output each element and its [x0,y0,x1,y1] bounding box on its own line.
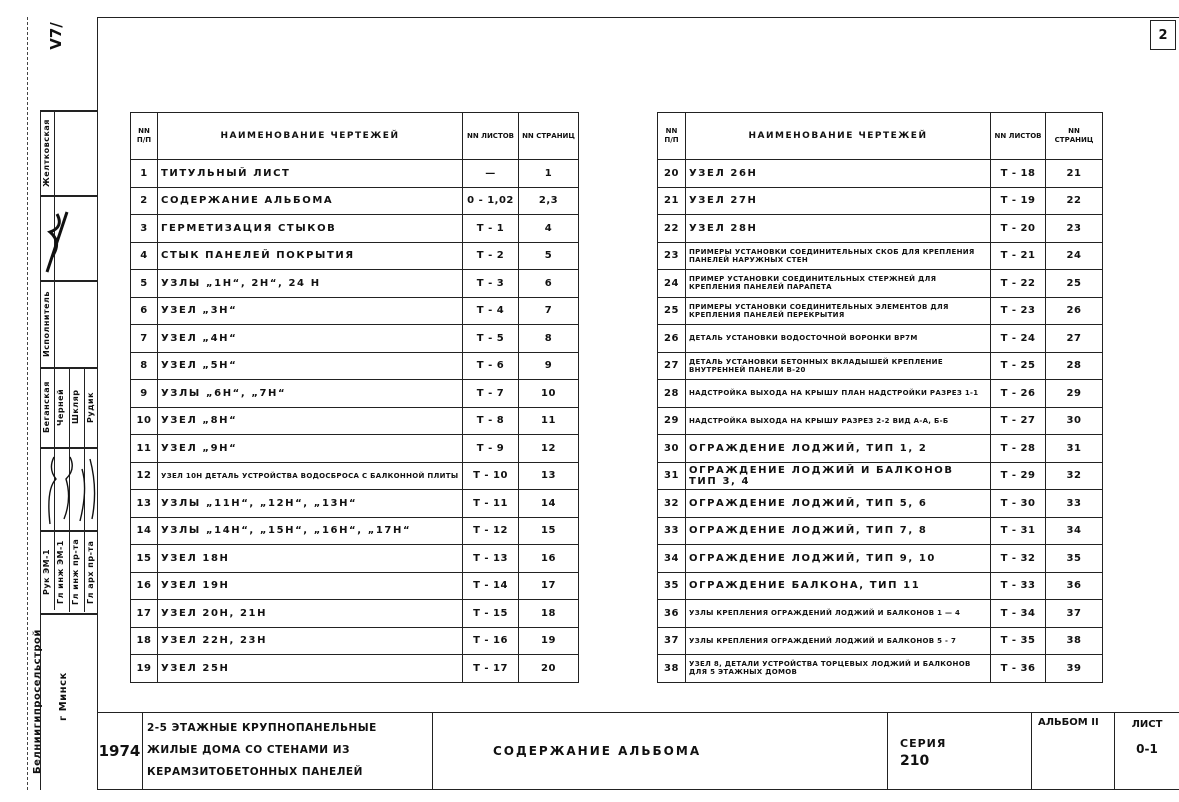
drawing-name: ДЕТАЛЬ УСТАНОВКИ БЕТОННЫХ ВКЛАДЫШЕЙ КРЕПЛЕНИЕ ВНУТРЕННЕЙ ПАНЕЛИ В-20 [686,352,991,380]
side-stamp [27,17,98,790]
row-number: 15 [131,545,158,573]
table-row [658,242,1103,270]
drawing-name: УЗЕЛ 28Н [686,215,991,243]
row-number: 22 [658,215,686,243]
header-pages: NN СТРАНИЦ [519,113,579,160]
page-number: 18 [519,600,579,628]
page-number: 19 [519,627,579,655]
row-number: 37 [658,627,686,655]
row-number: 38 [658,655,686,683]
sheet-number: Т - 32 [991,545,1046,573]
sheet-number: Т - 6 [463,352,519,380]
table-row [131,435,579,463]
row-number: 30 [658,435,686,463]
role-1: Гл инж ЭМ-1 [56,540,65,604]
table-row [658,325,1103,353]
drawing-name: УЗЕЛ 8, ДЕТАЛИ УСТРОЙСТВА ТОРЦЕВЫХ ЛОДЖИЙ И БАЛКОНОВ ДЛЯ 5 ЭТАЖНЫХ ДОМОВ [686,655,991,683]
sheet-number: Т - 9 [463,435,519,463]
sheet-number: Т - 12 [463,517,519,545]
row-number: 21 [658,187,686,215]
row-number: 34 [658,545,686,573]
sheet-number: Т - 36 [991,655,1046,683]
page-number: 15 [519,517,579,545]
page-number: 39 [1046,655,1103,683]
header-name: НАИМЕНОВАНИЕ ЧЕРТЕЖЕЙ [686,113,991,160]
drawing-name: УЗЕЛ „3Н“ [158,297,463,325]
page-number: 25 [1046,270,1103,298]
page-number: 32 [1046,462,1103,490]
drawing-name: УЗЛЫ КРЕПЛЕНИЯ ОГРАЖДЕНИЙ ЛОДЖИЙ И БАЛКОНОВ 5 - 7 [686,627,991,655]
table-row [658,462,1103,490]
row-number: 6 [131,297,158,325]
sheet-value: 0-1 [1136,742,1158,756]
drawing-name: УЗЕЛ „5Н“ [158,352,463,380]
drawing-name: УЗЛЫ „1Н“, 2Н“, 24 Н [158,270,463,298]
page-number: 1 [519,160,579,188]
drawing-name: УЗЕЛ 22Н, 23Н [158,627,463,655]
table-row [131,655,579,683]
page-number: 38 [1046,627,1103,655]
drawing-name: ОГРАЖДЕНИЕ ЛОДЖИЙ, ТИП 1, 2 [686,435,991,463]
name-0: Беганская [42,381,51,433]
table-row [131,490,579,518]
table-row [658,352,1103,380]
drawing-name: ДЕТАЛЬ УСТАНОВКИ ВОДОСТОЧНОЙ ВОРОНКИ ВР7М [686,325,991,353]
page-number: 36 [1046,572,1103,600]
sheet-number: 0 - 1,02 [463,187,519,215]
page-number: 13 [519,462,579,490]
row-number: 4 [131,242,158,270]
row-number: 3 [131,215,158,243]
table-row [131,517,579,545]
row-number: 31 [658,462,686,490]
table-row [658,600,1103,628]
contents-table-right [657,112,1103,683]
page-number: 5 [519,242,579,270]
sheet-number: Т - 17 [463,655,519,683]
drawing-name: ОГРАЖДЕНИЕ ЛОДЖИЙ И БАЛКОНОВ ТИП 3, 4 [686,462,991,490]
row-number: 18 [131,627,158,655]
sheet-number: Т - 27 [991,407,1046,435]
sheet-number: Т - 23 [991,297,1046,325]
drawing-name: ПРИМЕР УСТАНОВКИ СОЕДИНИТЕЛЬНЫХ СТЕРЖНЕЙ ДЛЯ КРЕПЛЕНИЯ ПАНЕЛЕЙ ПАРАПЕТА [686,270,991,298]
sheet-number: Т - 4 [463,297,519,325]
drawing-name: УЗЛЫ „11Н“, „12Н“, „13Н“ [158,490,463,518]
page-number: 37 [1046,600,1103,628]
city: г Минск [58,672,69,722]
drawing-name: ОГРАЖДЕНИЕ ЛОДЖИЙ, ТИП 7, 8 [686,517,991,545]
page-number: 23 [1046,215,1103,243]
executor-signature [42,202,72,277]
row-number: 36 [658,600,686,628]
table-row [658,297,1103,325]
sheet-title: СОДЕРЖАНИЕ АЛЬБОМА [433,713,888,789]
executor-name: Желтковская [42,119,51,187]
page-number: 6 [519,270,579,298]
drawing-name: УЗЛЫ „6Н“, „7Н“ [158,380,463,408]
series-cell [888,713,1032,789]
row-number: 5 [131,270,158,298]
drawing-name: ОГРАЖДЕНИЕ БАЛКОНА, ТИП 11 [686,572,991,600]
row-number: 10 [131,407,158,435]
header-sheets: NN ЛИСТОВ [463,113,519,160]
drawing-name: ОГРАЖДЕНИЕ ЛОДЖИЙ, ТИП 9, 10 [686,545,991,573]
title-block [97,712,1179,790]
page-number: 10 [519,380,579,408]
sheet-number: Т - 15 [463,600,519,628]
table-row [131,407,579,435]
header-no: NN П/П [131,113,158,160]
page-number: 14 [519,490,579,518]
project-description: 2-5 ЭТАЖНЫЕ КРУПНОПАНЕЛЬНЫЕ ЖИЛЫЕ ДОМА СО СТЕНАМИ ИЗ КЕРАМЗИТОБЕТОННЫХ ПАНЕЛЕЙ [143,713,433,789]
page-number: 8 [519,325,579,353]
page-number: 24 [1046,242,1103,270]
page-number: 21 [1046,160,1103,188]
drawing-name: УЗЛЫ КРЕПЛЕНИЯ ОГРАЖДЕНИЙ ЛОДЖИЙ И БАЛКОНОВ 1 — 4 [686,600,991,628]
name-1: Черней [56,388,65,426]
drawing-name: УЗЕЛ 25Н [158,655,463,683]
table-row [131,572,579,600]
table-row [131,242,579,270]
page-number: 4 [519,215,579,243]
sheet-number: Т - 21 [991,242,1046,270]
drawing-name: УЗЕЛ 26Н [686,160,991,188]
sheet-number: Т - 5 [463,325,519,353]
page-number: 20 [519,655,579,683]
row-number: 27 [658,352,686,380]
drawing-name: УЗЕЛ „9Н“ [158,435,463,463]
table-row [658,270,1103,298]
series-label: СЕРИЯ [900,737,947,750]
drawing-name: ОГРАЖДЕНИЕ ЛОДЖИЙ, ТИП 5, 6 [686,490,991,518]
header-no: NN П/П [658,113,686,160]
table-row [658,517,1103,545]
sheet-number: Т - 33 [991,572,1046,600]
header-sheets: NN ЛИСТОВ [991,113,1046,160]
sheet-number: Т - 29 [991,462,1046,490]
table-row [131,187,579,215]
page-number: 2 [1150,20,1176,50]
executor-label: Исполнитель [42,291,51,357]
row-number: 19 [131,655,158,683]
sheet-number: Т - 14 [463,572,519,600]
page-number: 33 [1046,490,1103,518]
page-number: 7 [519,297,579,325]
header-name: НАИМЕНОВАНИЕ ЧЕРТЕЖЕЙ [158,113,463,160]
row-number: 13 [131,490,158,518]
drawing-name: ТИТУЛЬНЫЙ ЛИСТ [158,160,463,188]
table-row [658,490,1103,518]
drawing-name: УЗЕЛ 20Н, 21Н [158,600,463,628]
table-row [131,297,579,325]
table-row [131,215,579,243]
header-pages: NN СТРАНИЦ [1046,113,1103,160]
series-value: 210 [900,753,930,769]
sheet-number: Т - 26 [991,380,1046,408]
table-row [658,627,1103,655]
signatures [42,449,98,529]
sheet-number: Т - 24 [991,325,1046,353]
table-row [131,270,579,298]
role-2: Гл инж пр-та [71,538,80,606]
page-number: 22 [1046,187,1103,215]
sheet-number: Т - 18 [991,160,1046,188]
role-3: Гл арх пр-та [86,540,95,604]
row-number: 7 [131,325,158,353]
sheet-number: Т - 8 [463,407,519,435]
sheet-number: Т - 25 [991,352,1046,380]
sheet-number: Т - 7 [463,380,519,408]
drawing-name: НАДСТРОЙКА ВЫХОДА НА КРЫШУ РАЗРЕЗ 2-2 ВИД А-А, Б-Б [686,407,991,435]
row-number: 1 [131,160,158,188]
row-number: 24 [658,270,686,298]
drawing-name: ГЕРМЕТИЗАЦИЯ СТЫКОВ [158,215,463,243]
row-number: 32 [658,490,686,518]
sheet-number: Т - 13 [463,545,519,573]
page-number: 17 [519,572,579,600]
organization: Белниигипросельстрой [32,629,43,775]
sheet-number: Т - 11 [463,490,519,518]
table-row [658,545,1103,573]
row-number: 16 [131,572,158,600]
page-number: 16 [519,545,579,573]
row-number: 29 [658,407,686,435]
drawing-name: ПРИМЕРЫ УСТАНОВКИ СОЕДИНИТЕЛЬНЫХ СКОБ ДЛЯ КРЕПЛЕНИЯ ПАНЕЛЕЙ НАРУЖНЫХ СТЕН [686,242,991,270]
table-row [131,462,579,490]
year: 1974 [97,713,143,789]
sheet-number: Т - 31 [991,517,1046,545]
sheet-number: Т - 28 [991,435,1046,463]
row-number: 25 [658,297,686,325]
row-number: 11 [131,435,158,463]
page-number: 35 [1046,545,1103,573]
table-row [658,435,1103,463]
sheet-number: Т - 30 [991,490,1046,518]
table-row [658,572,1103,600]
table-row [131,600,579,628]
sheet-number: Т - 35 [991,627,1046,655]
page-number: 31 [1046,435,1103,463]
drawing-name: НАДСТРОЙКА ВЫХОДА НА КРЫШУ ПЛАН НАДСТРОЙКИ РАЗРЕЗ 1-1 [686,380,991,408]
table-row [131,352,579,380]
table-row [658,380,1103,408]
sheet-number: Т - 20 [991,215,1046,243]
corner-mark: V7/ [46,22,65,50]
page-number: 34 [1046,517,1103,545]
table-row [658,187,1103,215]
sheet-number: Т - 2 [463,242,519,270]
drawing-name: УЗЛЫ „14Н“, „15Н“, „16Н“, „17Н“ [158,517,463,545]
name-2: Шкляр [71,389,80,425]
name-3: Рудик [86,391,95,423]
table-row [658,407,1103,435]
page-number: 12 [519,435,579,463]
table-row [658,655,1103,683]
drawing-name: УЗЕЛ 27Н [686,187,991,215]
sheet-number: Т - 16 [463,627,519,655]
row-number: 2 [131,187,158,215]
table-row [131,380,579,408]
table-row [131,160,579,188]
sheet-number: Т - 3 [463,270,519,298]
page-number: 2,3 [519,187,579,215]
table-row [658,160,1103,188]
row-number: 9 [131,380,158,408]
contents-table-left [130,112,579,683]
row-number: 20 [658,160,686,188]
page-number: 29 [1046,380,1103,408]
sheet-number: — [463,160,519,188]
row-number: 26 [658,325,686,353]
page-number: 30 [1046,407,1103,435]
sheet-cell [1115,713,1179,789]
table-row [131,325,579,353]
sheet-number: Т - 10 [463,462,519,490]
row-number: 35 [658,572,686,600]
row-number: 23 [658,242,686,270]
page-number: 26 [1046,297,1103,325]
drawing-name: УЗЕЛ 19Н [158,572,463,600]
drawing-name: СОДЕРЖАНИЕ АЛЬБОМА [158,187,463,215]
row-number: 28 [658,380,686,408]
row-number: 33 [658,517,686,545]
table-row [131,627,579,655]
drawing-name: УЗЕЛ 10Н ДЕТАЛЬ УСТРОЙСТВА ВОДОСБРОСА С БАЛКОННОЙ ПЛИТЫ [158,462,463,490]
page-number: 28 [1046,352,1103,380]
row-number: 12 [131,462,158,490]
sheet-number: Т - 22 [991,270,1046,298]
row-number: 8 [131,352,158,380]
page-number: 9 [519,352,579,380]
drawing-name: УЗЕЛ 18Н [158,545,463,573]
role-0: Рук ЭМ-1 [42,549,51,596]
row-number: 17 [131,600,158,628]
sheet-number: Т - 1 [463,215,519,243]
sheet-number: Т - 19 [991,187,1046,215]
drawing-name: СТЫК ПАНЕЛЕЙ ПОКРЫТИЯ [158,242,463,270]
sheet-number: Т - 34 [991,600,1046,628]
table-row [131,545,579,573]
drawing-name: УЗЕЛ „4Н“ [158,325,463,353]
page-number: 27 [1046,325,1103,353]
table-row [658,215,1103,243]
page-number: 11 [519,407,579,435]
drawing-name: УЗЕЛ „8Н“ [158,407,463,435]
drawing-name: ПРИМЕРЫ УСТАНОВКИ СОЕДИНИТЕЛЬНЫХ ЭЛЕМЕНТОВ ДЛЯ КРЕПЛЕНИЯ ПАНЕЛЕЙ ПЕРЕКРЫТИЯ [686,297,991,325]
row-number: 14 [131,517,158,545]
sheet-label: ЛИСТ [1131,719,1163,730]
album-number: АЛЬБОМ II [1032,713,1115,789]
